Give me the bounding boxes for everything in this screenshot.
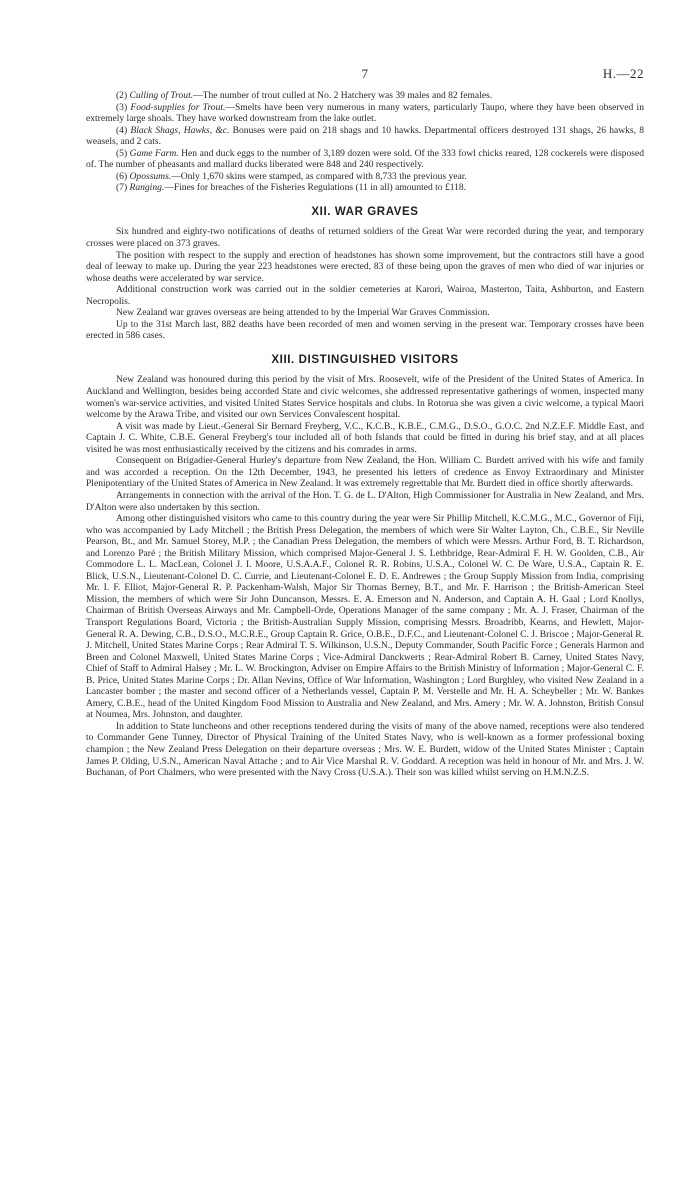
trout-item: (7) Ranging.—Fines for breaches of the Fisheries Regulations (11 in all) amounted to £118. xyxy=(116,182,467,194)
trout-item: (4) Black Shags, Hawks, &c. Bonuses were paid on 218 shags and 10 hawks. Departmental officers destroyed 131 shags, 26 hawks, 8 weasels, and 2 cats. xyxy=(86,124,645,148)
trout-item-title: Game Farm. xyxy=(129,147,179,159)
distinguished-visitors-section xyxy=(86,355,644,779)
page-number: 7 xyxy=(361,66,369,81)
trout-item-body: —The number of trout culled at No. 2 Hatchery was 39 males and 82 females. xyxy=(193,90,493,101)
trout-item-title: Ranging. xyxy=(129,182,165,194)
paragraph: Among other distinguished visitors who came to this country during the year were Sir Phillip Mitchell, K.C.M.G., M.C., Governor of Fiji, who was accompanied by Lady Mitchell ; the British Press Delegation, the members of which were Sir Walter Layton, Ch., C.B.E., Sir Neville Pearson, Bt., and Mr. Samuel Storey, M.P. ; the Canadian Press Delegation, the members of which were Messrs. Arthur Ford, B. T. Richardson, and Lorenzo Paré ; the British Military Mission, which comprised Major-General J. S. Lethbridge, Rear-Admiral F. H. W. Goolden, C.B., Air Commodore L. L. MacLean, Colonel J. I. Moore, U.S.A.A.F., Colonel R. R. Robins, U.S.A., Colonel W. C. De Ware, U.S.A., Captain R. E. Blick, U.S.N., Lieutenant-Colonel D. C. Currie, and Lieutenant-Colonel E. D. E. Andrewes ; the Group Supply Mission from India, comprising Mr. I. F. Elliot, Major-General R. P. Packenham-Walsh, Major Sir Thomas Berney, B.T., and Mr. F. Harrison ; the British-American Steel Mission, the members of which were Sir John Duncanson, Messrs. E. A. Emerson and N. Anderson, and Captain A. H. Gaal ; Lord Knollys, Chairman of British Overseas Airways and Mr. Campbell-Orde, Operations Manager of the same company ; Mr. A. J. Fraser, Chairman of the Transport Regulations Board, Victoria ; the British-Australian Supply Mission, comprising Messrs. Broadribb, Kearns, and Hewlett, Major-General R. A. Dewing, C.B., D.S.O., M.C.R.E., Group Captain R. Grice, O.B.E., D.F.C., and Lieutenant-Colonel C. J. Briscoe ; Major-General R. J. Mitchell, United States Marine Corps ; Rear Admiral T. S. Wilkinson, U.S.N., Deputy Commander, South Pacific Force ; Generals Harmon and Breen and Colonel Maxwell, United States Marine Corps ; Vice-Admiral Danckwerts ; Rear-Admiral Robert B. Carney, United States Navy, Chief of Staff to Admiral Halsey ; Mr. L. W. Brockington, Adviser on Empire Affairs to the British Ministry of Information ; Major-General C. F. B. Price, United States Marine Corps ; Dr. Allan Nevins, Office of War Information, Washington ; Lord Burghley, who visited New Zealand in a Lancaster bomber ; the master and second officer of a Netherlands vessel, Captain P. M. Verstelle and Mr. H. A. Scheybeller ; Mr. W. Bankes Amery, C.B.E., head of the United Kingdom Food Mission to Australia and New Zealand, and Mrs. Amery ; Mr. W. A. Johnston, British Consul at Noumea, Mrs. Johnston, and daughter. xyxy=(86,513,644,721)
paragraph: In addition to State luncheons and other receptions tendered during the visits of many of the above named, receptions were also tendered to Commander Gene Tunney, Director of Physical Training of the United States Navy, who is well-known as a former professional boxing champion ; the New Zealand Press Delegation on their departure overseas ; Mrs. W. E. Burdett, widow of the United States Minister ; Captain James P. Olding, U.S.N., American Naval Attache ; and to Air Vice Marshal R. V. Goddard. A reception was held in honour of Mr. and Mrs. J. W. Buchanan, of Port Chalmers, who were presented with the Navy Cross (U.S.A.). Their son was killed whilst serving on H.M.N.Z.S. xyxy=(86,720,644,779)
paragraph: A visit was made by Lieut.-General Sir Bernard Freyberg, V.C., K.C.B., K.B.E., C.M.G., D.S.O., G.O.C. 2nd N.Z.E.F. Middle East, and Captain J. C. White, C.B.E. General Freyberg's tour included all of both Islands that could be fitted in during his brief stay, and at all places visited he was most enthusiastically received by the citizens and his comrades in arms. xyxy=(86,420,644,455)
paragraph: Up to the 31st March last, 882 deaths have been recorded of men and women serving in the present war. Temporary crosses have been erected in 586 cases. xyxy=(86,318,644,342)
section-heading-distinguished-visitors: XIII. DISTINGUISHED VISITORS xyxy=(271,353,459,366)
paragraph: New Zealand war graves overseas are being attended to by the Imperial War Graves Commission. xyxy=(116,307,490,319)
page-header xyxy=(86,60,644,90)
paragraph: The position with respect to the supply and erection of headstones has shown some improvement, but the contractors still have a good deal of leeway to make up. During the year 223 headstones were erected, 83 of these being upon the graves of men who died of war injuries or whose deaths were accelerated by war service. xyxy=(86,249,644,284)
trout-item: (6) Opossums.—Only 1,670 skins were stamped, as compared with 8,733 the previous year. xyxy=(116,170,467,182)
paragraph: Additional construction work was carried out in the soldier cemeteries at Karori, Wairoa, Masterton, Taita, Ashburton, and Eastern Necropolis. xyxy=(86,284,644,307)
trout-item-body: —Smelts have been very numerous in many waters, particularly Taupo, where they have been observed in extremely large shoals. They have worked downstream from the lake outlet. xyxy=(86,101,644,125)
section-heading-war-graves: XII. WAR GRAVES xyxy=(311,205,419,218)
trout-item-title: Food-supplies for Trout. xyxy=(130,101,226,113)
paragraph: Arrangements in connection with the arrival of the Hon. T. G. de L. D'Alton, High Commissioner for Australia in New Zealand, and Mrs. D'Alton were also undertaken by this section. xyxy=(86,489,644,513)
paragraph: Consequent on Brigadier-General Hurley's departure from New Zealand, the Hon. William C. Burdett arrived with his wife and family and was accorded a reception. On the 12th December, 1943, he presented his letters of credence as Envoy Extraordinary and Minister Plenipotentiary of the United States of America in New Zealand. It was extremely regrettable that Mr. Burdett died in office shortly afterwards. xyxy=(86,455,644,490)
trout-item-body: —Fines for breaches of the Fisheries Regulations (11 in all) amounted to £118. xyxy=(164,182,467,194)
trout-item: (3) Food-supplies for Trout.—Smelts have been very numerous in many waters, particularly Taupo, where they have been observed in extremely large shoals. They have worked downstream from the lake outlet. xyxy=(86,101,644,125)
paragraph: Six hundred and eighty-two notifications of deaths of returned soldiers of the Great War were recorded during the year, and temporary crosses were placed on 373 graves. xyxy=(86,226,644,250)
war-graves-section xyxy=(86,207,644,342)
trout-item: (2) Culling of Trout.—The number of trout culled at No. 2 Hatchery was 39 males and 82 females. xyxy=(116,90,493,101)
trout-item-body: —Only 1,670 skins were stamped, as compared with 8,733 the previous year. xyxy=(171,170,467,182)
trout-item-body: Bonuses were paid on 218 shags and 10 hawks. Departmental officers destroyed 131 shags, 26 hawks, 8 weasels, and 2 cats. xyxy=(86,124,645,148)
trout-item: (5) Game Farm. Hen and duck eggs to the number of 3,189 dozen were sold. Of the 333 fowl chicks reared, 128 cockerels were disposed of. The number of pheasants and mallard ducks liberated were 848 and 240 respectively. xyxy=(86,147,644,171)
trout-item-body: Hen and duck eggs to the number of 3,189 dozen were sold. Of the 333 fowl chicks reared, 128 cockerels were disposed of. The number of pheasants and mallard ducks liberated were 848 and 240 respectively. xyxy=(86,147,644,171)
trout-item-title: Opossums. xyxy=(129,170,172,182)
paragraph: New Zealand was honoured during this period by the visit of Mrs. Roosevelt, wife of the President of the United States of America. In Auckland and Wellington, besides being accorded State and civic welcomes, she addressed representative gatherings of women, inspected many women's war-service activities, and visited United States Service hospitals and clubs. In Rotorua she was given a civic welcome, a typical Maori welcome by the Arawa Tribe, and visited our own Services Convalescent hospital. xyxy=(86,374,644,421)
document-reference: H.—22 xyxy=(602,66,644,81)
trout-item-title: Culling of Trout. xyxy=(129,90,194,101)
trout-item-title: Black Shags, Hawks, &c. xyxy=(130,124,230,136)
trout-section xyxy=(86,90,644,194)
